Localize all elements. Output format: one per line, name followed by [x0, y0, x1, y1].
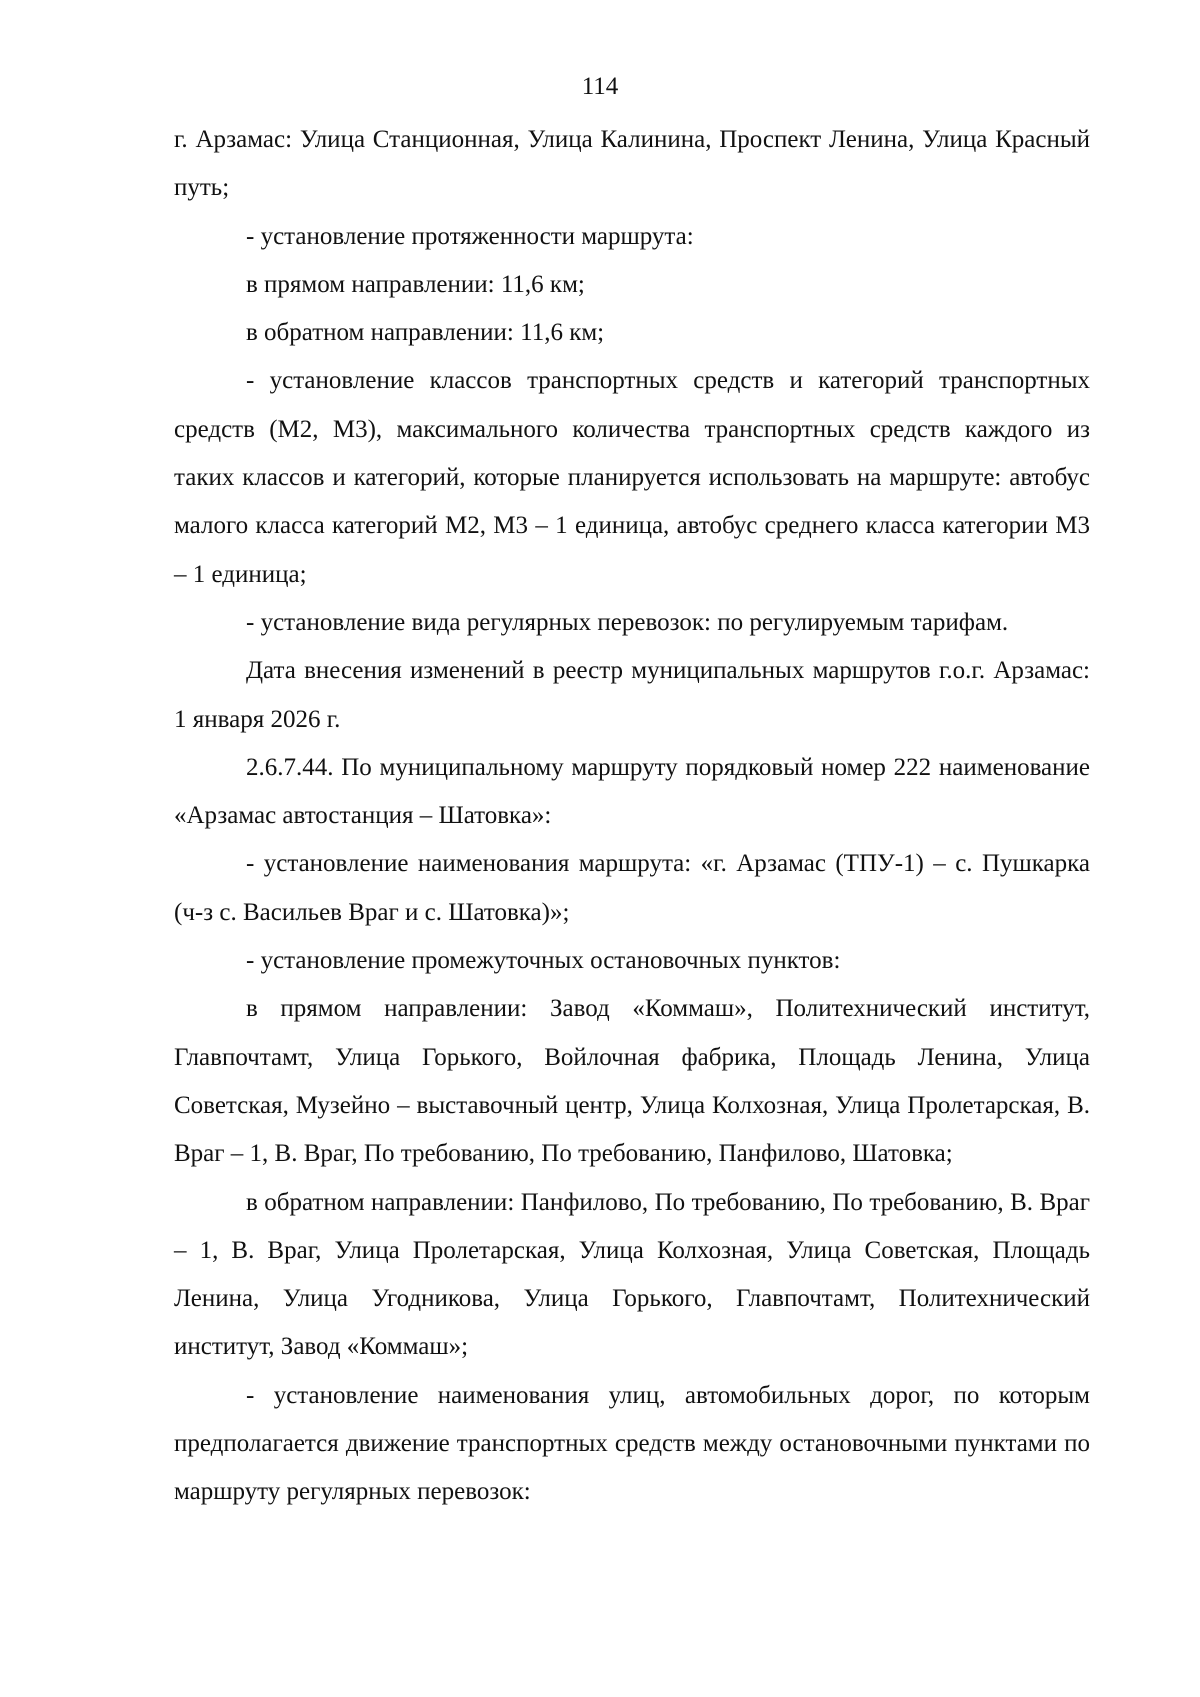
document-body [174, 116, 1090, 1517]
paragraph-reverse-length: в обратном направлении: 11,6 км; [246, 319, 605, 347]
paragraph-stops-heading: - установление промежуточных остановочных пунктов: [246, 947, 841, 975]
paragraph-transport-type: - установление вида регулярных перевозок: по регулируемым тарифам. [246, 608, 1009, 636]
paragraph-forward-stops: в прямом направлении: Завод «Коммаш», Политехнический институт, Главпочтамт, Улица Горького, Войлочная фабрика, Площадь Ленина, Улица Советская, Музейно – выставочный центр, Улица Колхозная, Улица Пролетарская, В. Враг – 1, В. Враг, По требованию, По требованию, Панфилово, Шатовка; [174, 995, 1090, 1168]
paragraph-route-length-heading: - установление протяженности маршрута: [246, 222, 694, 250]
paragraph-streets-heading: - установление наименования улиц, автомобильных дорог, по которым предполагается движение транспортных средств между остановочными пунктами по маршруту регулярных перевозок: [174, 1381, 1090, 1506]
paragraph-vehicle-classes: - установление классов транспортных средств и категорий транспортных средств (М2, М3), максимального количества транспортных средств каждого из таких классов и категорий, которые планируется использовать на маршруте: автобус малого класса категорий М2, М3 – 1 единица, автобус среднего класса категории М3 – 1 единица; [174, 367, 1090, 588]
paragraph-registry-date: Дата внесения изменений в реестр муниципальных маршрутов г.о.г. Арзамас: 1 января 2026 г. [174, 657, 1090, 733]
paragraph-route-streets-continued: г. Арзамас: Улица Станционная, Улица Калинина, Проспект Ленина, Улица Красный путь; [174, 126, 1090, 202]
paragraph-reverse-stops: в обратном направлении: Панфилово, По требованию, По требованию, В. Враг – 1, В. Враг, Улица Пролетарская, Улица Колхозная, Улица Советская, Площадь Ленина, Улица Угодникова, Улица Горького, Главпочтамт, Политехнический институт, Завод «Коммаш»; [174, 1188, 1090, 1361]
paragraph-forward-length: в прямом направлении: 11,6 км; [246, 270, 585, 298]
page-number: 114 [581, 73, 619, 100]
paragraph-route-name: - установление наименования маршрута: «г. Арзамас (ТПУ-1) – с. Пушкарка (ч-з с. Васильев Враг и с. Шатовка)»; [174, 850, 1090, 926]
paragraph-route-222-heading: 2.6.7.44. По муниципальному маршруту порядковый номер 222 наименование «Арзамас автостанция – Шатовка»: [174, 753, 1090, 830]
